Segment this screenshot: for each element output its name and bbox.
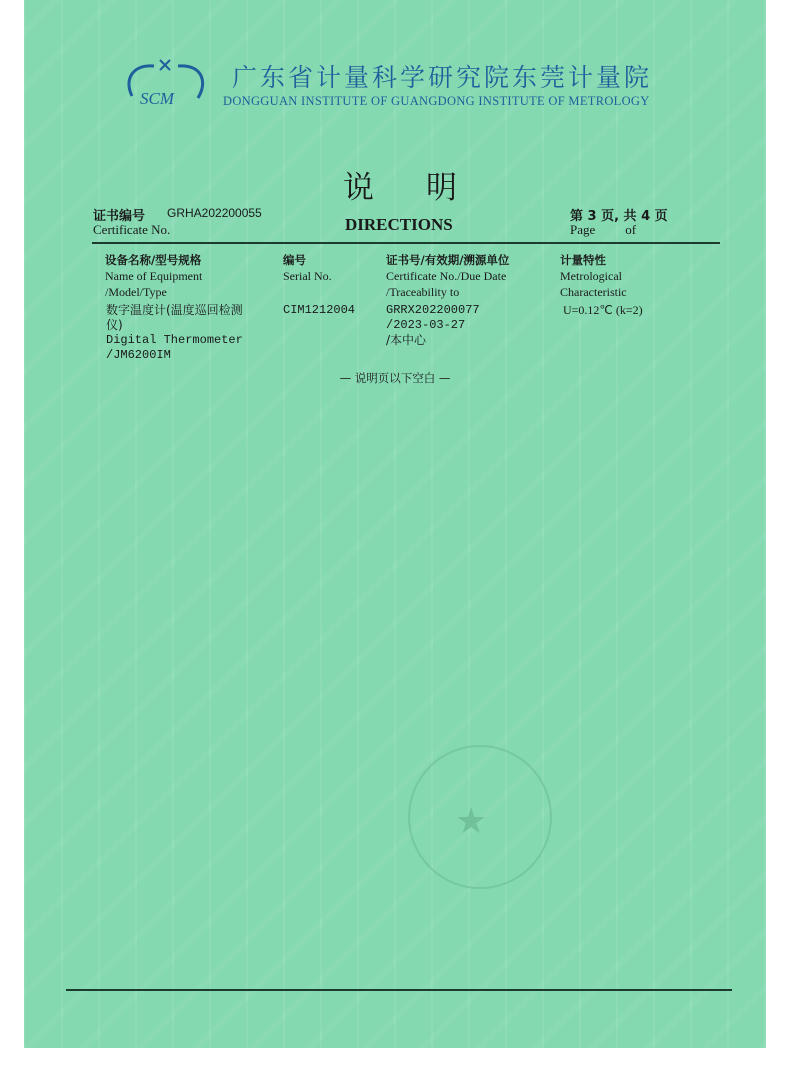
column-header-equipment [105, 252, 202, 300]
equipment-name-cn-cont: 仪) [106, 318, 123, 332]
col-en2: /Model/Type [105, 285, 167, 299]
col-en1: Name of Equipment [105, 269, 203, 283]
blank-below-note: — 说明页以下空白 — [339, 371, 451, 385]
certificate-cell [386, 303, 480, 348]
col-cn: 编号 [283, 253, 306, 267]
title-cn: 说明 [343, 170, 509, 205]
header-divider [92, 242, 720, 244]
scm-logo [124, 58, 208, 108]
serial-cell [283, 303, 355, 318]
certificate-label-en: Certificate No. [93, 222, 171, 237]
serial-number: CIM1212004 [283, 303, 356, 317]
reference-cert-number: GRRX202200077 [386, 303, 480, 317]
equipment-model: /JM6200IM [106, 348, 171, 362]
col-en1: Certificate No./Due Date [386, 269, 507, 283]
title-en: DIRECTIONS [345, 215, 453, 234]
column-header-characteristic [560, 252, 627, 300]
of-label: of [625, 222, 637, 237]
uncertainty: U=0.12℃ (k=2) [563, 303, 643, 317]
equipment-cell [106, 303, 243, 363]
certificate-page [24, 0, 766, 1048]
certificate-number: GRHA202200055 [167, 206, 262, 220]
page-indicator-cn: 第 3 页, 共 4 页 [570, 209, 668, 224]
equipment-name-cn: 数字温度计(温度巡回检测 [106, 303, 243, 317]
certificate-label-cn: 证书编号 [93, 209, 146, 224]
due-date: /2023-03-27 [386, 318, 466, 332]
institute-name-cn: 广东省计量科学研究院东莞计量院 [232, 63, 653, 92]
col-en1: Metrological [560, 269, 622, 283]
seal-star-icon: ★ [455, 801, 488, 841]
page-indicator-en [570, 222, 636, 238]
traceability: /本中心 [386, 333, 427, 347]
col-cn: 证书号/有效期/溯源单位 [386, 253, 510, 267]
col-en1: Serial No. [283, 269, 332, 283]
equipment-name-en: Digital Thermometer [106, 333, 243, 347]
page-label: Page [570, 222, 596, 237]
svg-text:SCM: SCM [140, 89, 174, 108]
footer-divider [66, 989, 732, 991]
col-cn: 计量特性 [560, 253, 606, 267]
characteristic-cell [563, 303, 643, 318]
column-header-certificate [386, 252, 509, 300]
col-cn: 设备名称/型号规格 [105, 253, 202, 267]
institute-name-en: DONGGUAN INSTITUTE OF GUANGDONG INSTITUTE OF METROLOGY [223, 94, 650, 108]
col-en2: /Traceability to [386, 285, 460, 299]
column-header-serial [283, 252, 332, 284]
col-en2: Characteristic [560, 285, 627, 299]
